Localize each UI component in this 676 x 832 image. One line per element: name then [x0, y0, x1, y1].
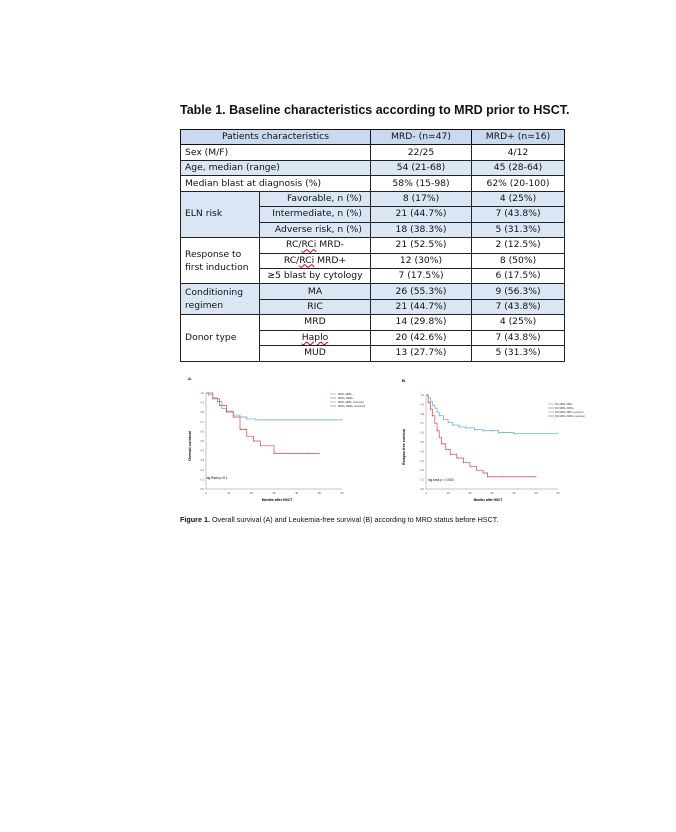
- y-tick-label: 0.2: [420, 469, 424, 473]
- legend-entry: MRD+ MRD+ censored: [338, 405, 365, 408]
- x-tick-label: 40: [295, 492, 299, 495]
- ylabel-b: Relapse-free survival: [402, 428, 406, 465]
- y-tick-label: 0.9: [420, 403, 424, 407]
- table-row: Haplo 20 (42.6%) 7 (43.8%): [181, 330, 565, 345]
- x-tick-label: 20: [249, 492, 253, 495]
- header-characteristics: Patients characteristics: [181, 130, 371, 145]
- kaplan-meier-chart-b: [398, 373, 585, 503]
- x-tick-label: 0: [205, 492, 207, 495]
- survival-curve-mrd-neg: [426, 395, 558, 434]
- survival-curve-mrd-pos: [206, 393, 319, 453]
- xlabel-a: Months after HSCT: [261, 498, 293, 502]
- x-tick-label: 50: [534, 492, 538, 495]
- ylabel-a: Overall survival: [187, 431, 192, 461]
- x-tick-label: 20: [468, 492, 472, 495]
- kaplan-meier-chart-a: [182, 373, 364, 503]
- y-tick-label: 0.1: [200, 478, 204, 482]
- legend-entry: RCi MRD- MRD- censored: [555, 411, 584, 414]
- table-row: RIC 21 (44.7%) 7 (43.8%): [181, 299, 565, 314]
- x-tick-label: 0: [425, 492, 427, 495]
- table-row: Donor type MRD 14 (29.8%) 4 (25%): [181, 315, 565, 330]
- table-row: Adverse risk, n (%) 18 (38.3%) 5 (31.3%): [181, 222, 565, 237]
- y-tick-label: 0.0: [420, 488, 424, 491]
- legend-entry: MRD+ MRD+: [338, 397, 354, 400]
- table-row: Sex (M/F) 22/25 4/12: [181, 145, 565, 160]
- x-tick-label: 30: [272, 492, 276, 495]
- figure-caption: Figure 1. Overall survival (A) and Leukemia-free survival (B) according to MRD status before HSCT.: [180, 515, 499, 524]
- y-tick-label: 0.6: [200, 430, 204, 434]
- y-tick-label: 0.3: [200, 459, 204, 463]
- x-tick-label: 10: [227, 492, 231, 495]
- y-tick-label: 0.3: [420, 459, 424, 463]
- y-tick-label: 0.8: [420, 412, 424, 416]
- table-row: Conditioning regimen MA 26 (55.3%) 9 (56.3%): [181, 284, 565, 299]
- legend-entry: RCi MRD+ MRD+ censored: [555, 415, 585, 418]
- y-tick-label: 0.8: [200, 411, 204, 415]
- header-mrd-pos: MRD+ (n=16): [472, 130, 565, 145]
- xlabel-b: Months after HSCT: [473, 498, 503, 502]
- table-row: RC/RCi MRD+ 12 (30%) 8 (50%): [181, 253, 565, 268]
- table-row: MUD 13 (27.7%) 5 (31.3%): [181, 346, 565, 361]
- panel-letter-a: A.: [188, 376, 192, 381]
- legend-entry: RCi MRD+ MRD+: [555, 407, 574, 410]
- y-tick-label: 0.5: [420, 441, 424, 444]
- pvalue-a: log Rank p=0.1: [206, 476, 228, 480]
- table-row: ≥5 blast by cytology 7 (17.5%) 6 (17.5%): [181, 268, 565, 283]
- table-row: Age, median (range) 54 (21-68) 45 (28-64): [181, 160, 565, 175]
- x-tick-label: 30: [490, 492, 494, 495]
- header-row: [181, 130, 565, 145]
- table-title: Table 1. Baseline characteristics according to MRD prior to HSCT.: [180, 103, 570, 117]
- y-tick-label: 0.4: [420, 450, 424, 454]
- legend-entry: MRD- MRD-: [338, 393, 353, 396]
- y-tick-label: 0.0: [200, 488, 204, 491]
- table-row: ELN risk Favorable, n (%) 8 (17%) 4 (25%): [181, 191, 565, 206]
- y-tick-label: 0.5: [200, 440, 204, 443]
- y-tick-label: 0.2: [200, 468, 204, 472]
- pvalue-b: log rank p = 0.003: [428, 478, 454, 482]
- x-tick-label: 50: [317, 492, 321, 495]
- y-tick-label: 0.7: [200, 420, 204, 424]
- x-tick-label: 10: [446, 492, 450, 495]
- group-donor: Donor type: [181, 315, 260, 361]
- baseline-table: [180, 129, 565, 362]
- legend-b: [548, 403, 585, 418]
- header-mrd-neg: MRD- (n=47): [371, 130, 472, 145]
- y-tick-label: 1.0: [200, 392, 204, 395]
- y-tick-label: 0.6: [420, 431, 424, 435]
- y-tick-label: 0.4: [200, 449, 204, 453]
- survival-curve-mrd-pos: [426, 395, 536, 477]
- group-response: Response to first induction: [181, 238, 260, 284]
- table-row: Response to first induction RC/RCi MRD- 21 (52.5%) 2 (12.5%): [181, 238, 565, 253]
- table-row: Median blast at diagnosis (%) 58% (15-98) 62% (20-100): [181, 176, 565, 191]
- table-row: Intermediate, n (%) 21 (44.7%) 7 (43.8%): [181, 207, 565, 222]
- legend-a: [330, 392, 366, 408]
- y-tick-label: 1.0: [420, 394, 424, 397]
- x-tick-label: 40: [512, 492, 516, 495]
- legend-entry: RCi MRD- MRD-: [555, 403, 573, 406]
- y-tick-label: 0.9: [200, 401, 204, 405]
- x-tick-label: 60: [556, 492, 560, 495]
- legend-entry: MRD- MRD- censored: [338, 401, 364, 404]
- group-conditioning: Conditioning regimen: [181, 284, 260, 315]
- panel-letter-b: B.: [402, 378, 406, 383]
- y-tick-label: 0.1: [420, 478, 424, 482]
- group-eln: ELN risk: [181, 191, 260, 237]
- y-tick-label: 0.7: [420, 422, 424, 426]
- x-tick-label: 60: [340, 492, 344, 495]
